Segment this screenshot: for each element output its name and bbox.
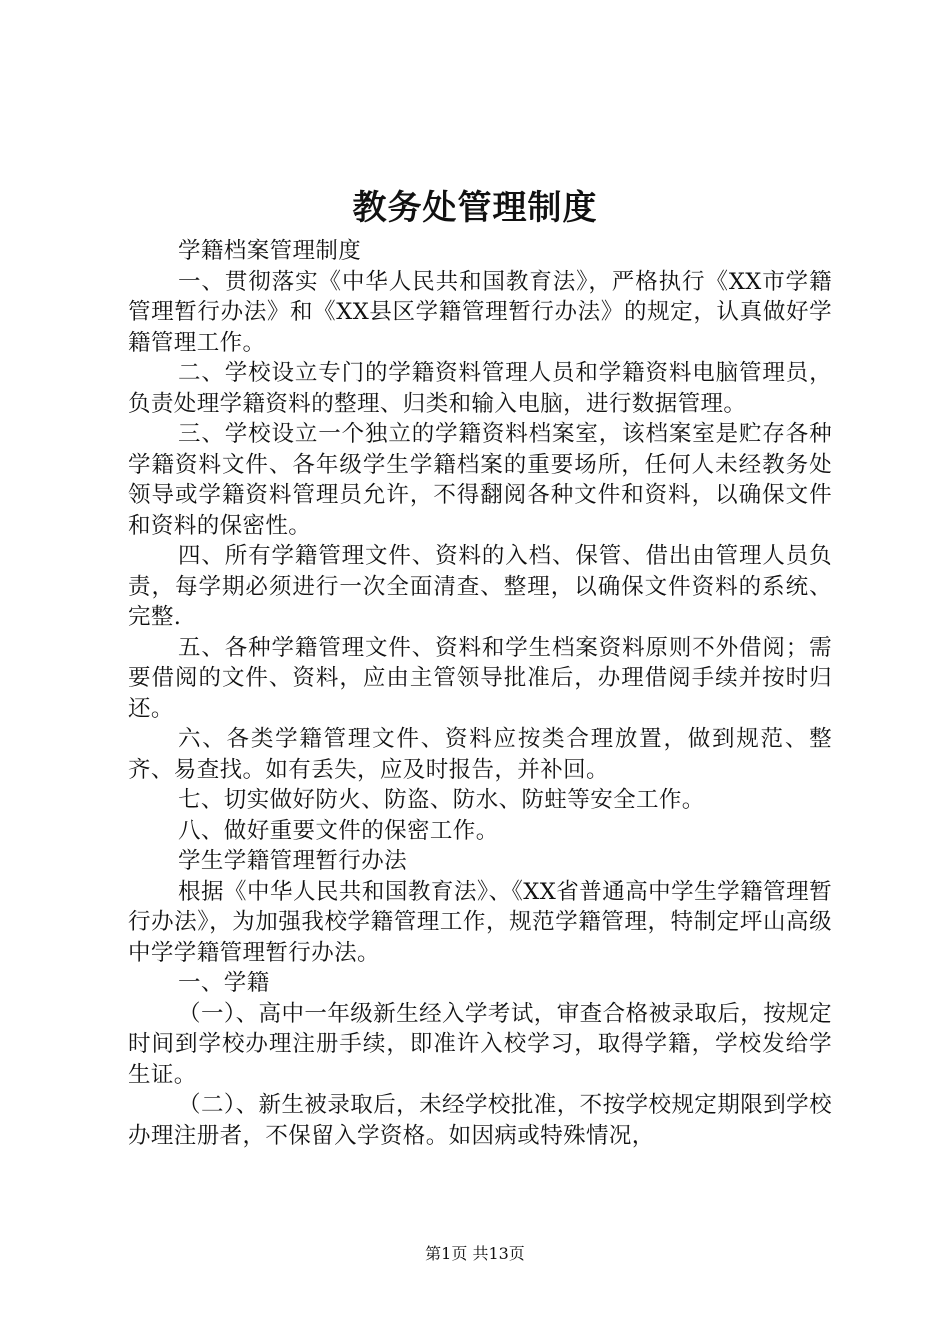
document-title: 教务处管理制度	[352, 188, 598, 228]
document-body	[128, 236, 832, 1151]
paragraph: 根据《中华人民共和国教育法》、《XX省普通高中学生学籍管理暂行办法》，为加强我校学籍管理工作，规范学籍管理，特制定坪山高级中学学籍管理暂行办法。	[128, 878, 832, 966]
paragraph: 一、贯彻落实《中华人民共和国教育法》，严格执行《XX市学籍管理暂行办法》和《XX县区学籍管理暂行办法》的规定，认真做好学籍管理工作。	[128, 268, 832, 356]
paragraph: 二、学校设立专门的学籍资料管理人员和学籍资料电脑管理员，负责处理学籍资料的整理、归类和输入电脑，进行数据管理。	[128, 360, 832, 417]
section-heading: 学籍档案管理制度	[178, 238, 362, 264]
paragraph: 五、各种学籍管理文件、资料和学生档案资料原则不外借阅；需要借阅的文件、资料，应由主管领导批准后，办理借阅手续并按时归还。	[128, 634, 832, 722]
section-heading: 学生学籍管理暂行办法	[178, 848, 408, 874]
paragraph: 四、所有学籍管理文件、资料的入档、保管、借出由管理人员负责，每学期必须进行一次全面清查、整理，以确保文件资料的系统、完整.	[128, 543, 832, 630]
subsection-heading: 一、学籍	[178, 970, 270, 996]
paragraph: （二）、新生被录取后，未经学校批准，不按学校规定期限到学校办理注册者，不保留入学资格。如因病或特殊情况，	[128, 1092, 832, 1149]
paragraph: （一）、高中一年级新生经入学考试，审查合格被录取后，按规定时间到学校办理注册手续，即准许入校学习，取得学籍，学校发给学生证。	[128, 1000, 832, 1088]
paragraph: 八、做好重要文件的保密工作。	[178, 817, 499, 844]
paragraph: 七、切实做好防火、防盗、防水、防蛀等安全工作。	[178, 787, 705, 813]
page-number-footer: 第1页 共13页	[425, 1244, 525, 1263]
paragraph: 三、学校设立一个独立的学籍资料档案室，该档案室是贮存各种学籍资料文件、各年级学生学籍档案的重要场所，任何人未经教务处领导或学籍资料管理员允许，不得翻阅各种文件和资料，以确保文件和资料的保密性。	[128, 421, 832, 539]
paragraph: 六、各类学籍管理文件、资料应按类合理放置，做到规范、整齐、易查找。如有丢失，应及时报告，并补回。	[128, 726, 832, 783]
